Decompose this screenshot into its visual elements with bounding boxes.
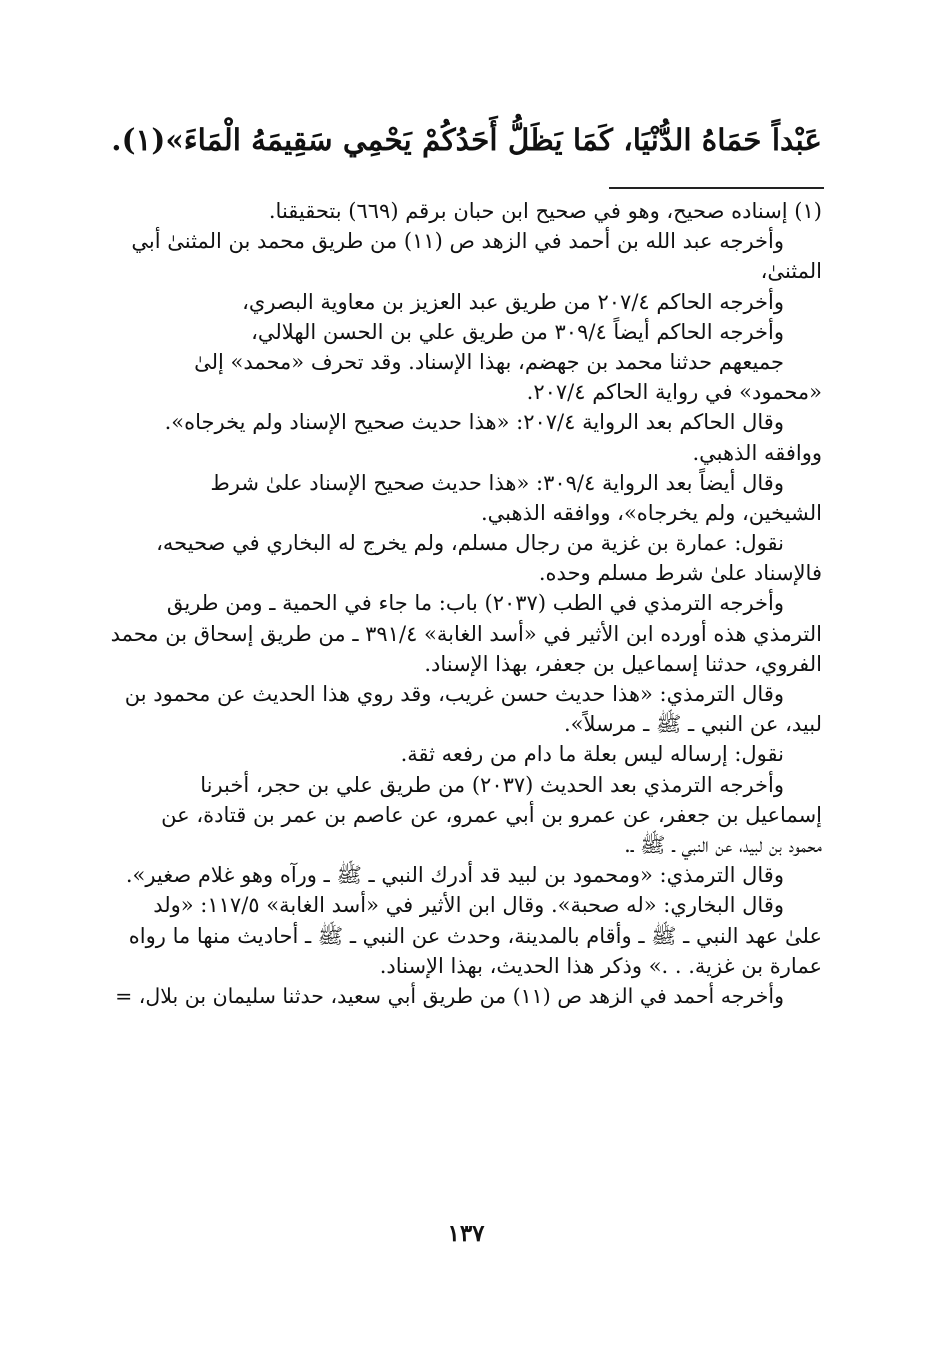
footnote-line: وأخرجه الترمذي بعد الحديث (٢٠٣٧) من طريق علي بن حجر، أخبرنا xyxy=(200,772,784,797)
footnote-line: علىٰ عهد النبي ـ ﷺ ـ وأقام بالمدينة، وحدث عن النبي ـ ﷺ ـ أحاديث منها ما رواه xyxy=(128,923,822,948)
footnote-line: ووافقه الذهبي. xyxy=(692,440,822,465)
footnote-line: وأخرجه عبد الله بن أحمد في الزهد ص (١١) من طريق محمد بن المثنىٰ أبي xyxy=(131,229,784,254)
footnote-line: نقول: عمارة بن غزية من رجال مسلم، ولم يخرج له البخاري في صحيحه، xyxy=(156,531,784,556)
footnote-line: (١) إسناده صحيح، وهو في صحيح ابن حبان برقم (٦٦٩) بتحقيقنا. xyxy=(268,199,822,223)
footnote-line: لبيد، عن النبي ـ ﷺ ـ مرسلاً». xyxy=(563,712,822,737)
footnote-line: إسماعيل بن جعفر، عن عمرو بن أبي عمرو، عن عاصم بن عمر بن قتادة، عن xyxy=(161,802,822,827)
footnote-line: وقال الترمذي: «ومحمود بن لبيد قد أدرك النبي ـ ﷺ ـ ورآه وهو غلام صغير». xyxy=(125,863,784,888)
footnote-separator xyxy=(609,187,824,189)
footnote-line: عمارة بن غزية. . .» وذكر هذا الحديث، بهذا الإسناد. xyxy=(379,953,822,978)
footnote-line: وأخرجه أحمد في الزهد ص (١١) من طريق أبي سعيد، حدثنا سليمان بن بلال، = xyxy=(115,983,784,1008)
footnote-line: وأخرجه الحاكم ٢٠٧/٤ من طريق عبد العزيز بن معاوية البصري، xyxy=(242,289,784,314)
footnote-line: الترمذي هذه أورده ابن الأثير في «أسد الغابة» ٣٩١/٤ ـ من طريق إسحاق بن محمد xyxy=(110,621,822,646)
footnotes xyxy=(108,196,822,1011)
footnote-line: وقال الترمذي: «هذا حديث حسن غريب، وقد روي هذا الحديث عن محمود بن xyxy=(124,682,784,706)
footnote-line: وأخرجه الترمذي في الطب (٢٠٣٧) باب: ما جاء في الحمية ـ ومن طريق xyxy=(166,591,784,616)
footnote-line: وأخرجه الحاكم أيضاً ٣٠٩/٤ من طريق علي بن الحسن الهلالي، xyxy=(251,319,784,344)
footnote-line: فالإسناد علىٰ شرط مسلم وحده. xyxy=(538,561,822,586)
main-text: عَبْداً حَمَاهُ الدُّنْيَا، كَمَا يَظَلُّ أَحَدُكُمْ يَحْمِي سَقِيمَهُ الْمَاءَ»(١). xyxy=(111,122,822,157)
footnote-line: «محمود» في رواية الحاكم ٢٠٧/٤. xyxy=(526,380,822,405)
page-number: ١٣٧ xyxy=(447,1220,485,1247)
footnote-line: المثنىٰ، xyxy=(760,259,822,284)
footnote-line: جميعهم حدثنا محمد بن جهضم، بهذا الإسناد. وقد تحرف «محمد» إلىٰ xyxy=(194,349,784,374)
footnote-line: نقول: إرساله ليس بعلة ما دام من رفعه ثقة. xyxy=(400,742,784,767)
footnote-line: وقال الحاكم بعد الرواية ٢٠٧/٤: «هذا حديث صحيح الإسناد ولم يخرجاه». xyxy=(164,410,784,435)
footnote-line: وقال البخاري: «له صحبة». وقال ابن الأثير في «أسد الغابة» ١١٧/٥: «ولد xyxy=(153,893,784,918)
footnote-line: وقال أيضاً بعد الرواية ٣٠٩/٤: «هذا حديث صحيح الإسناد علىٰ شرط xyxy=(210,470,784,495)
footnote-line: محمود بن لبيد، عن النبي ـ ﷺ ـ. xyxy=(624,832,822,857)
footnote-line: الشيخين، ولم يخرجاه»، ووافقه الذهبي. xyxy=(480,500,822,525)
footnote-line: الفروي، حدثنا إسماعيل بن جعفر، بهذا الإسناد. xyxy=(424,651,822,676)
